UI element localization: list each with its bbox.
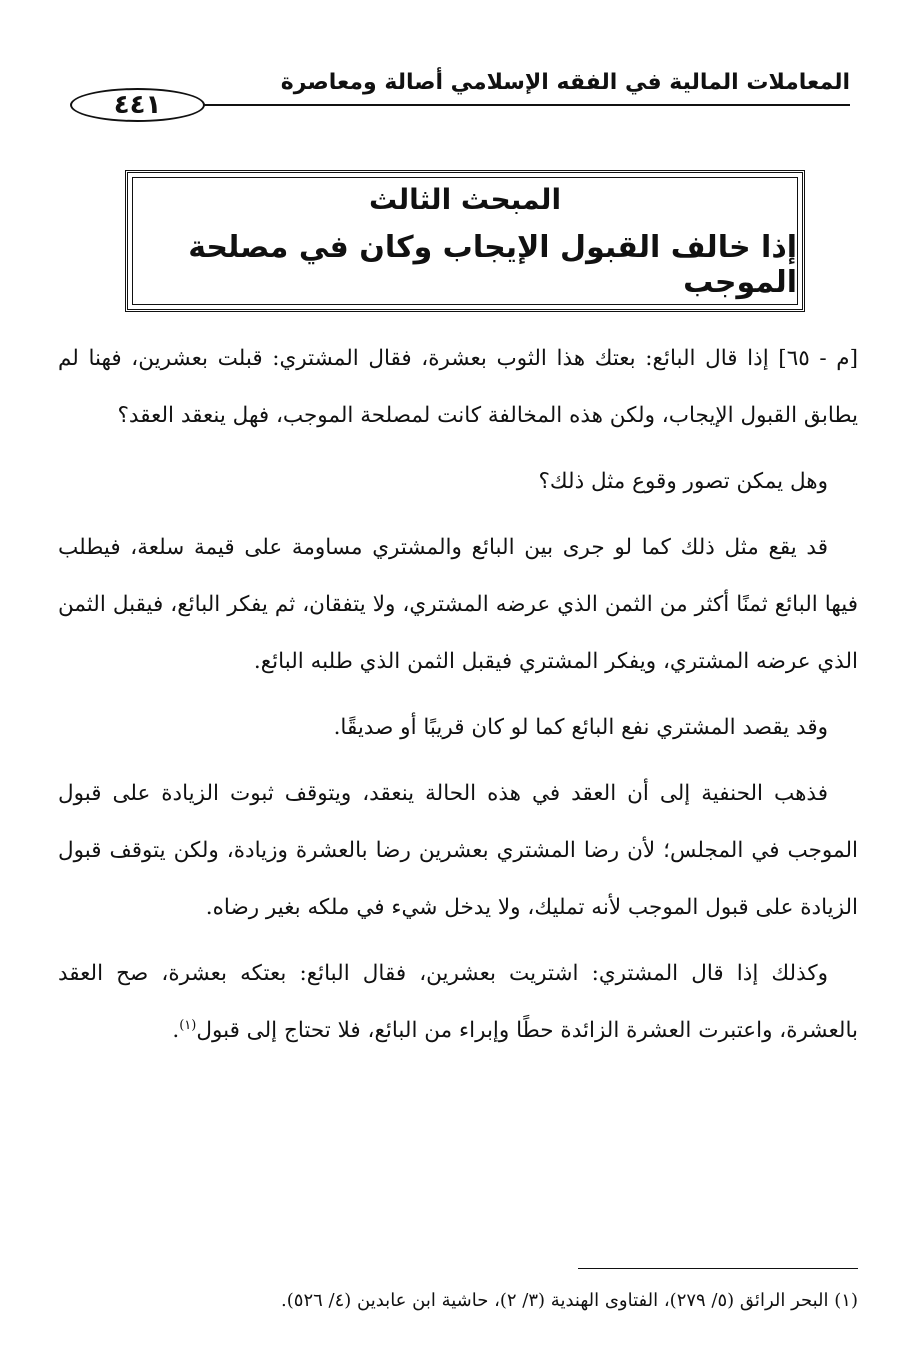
paragraph: وهل يمكن تصور وقوع مثل ذلك؟ [538,469,828,494]
running-title: المعاملات المالية في الفقه الإسلامي أصالة ومعاصرة [280,70,850,95]
paragraph: فذهب الحنفية إلى أن العقد في هذه الحالة ينعقد، ويتوقف ثبوت الزيادة على قبول الموجب في المجلس؛ لأن رضا المشتري بعشرين رضا بالعشرة وزيادة، ولكن يتوقف قبول الزيادة على قبول الموجب لأنه تمليك، ولا يدخل شيء في ملكه بغير رضاه. [58,781,858,920]
paragraph: قد يقع مثل ذلك كما لو جرى بين البائع والمشتري مساومة على قيمة سلعة، فيطلب فيها البائع ثمنًا أكثر من الثمن الذي عرضه المشتري، ولا يتفقان، ثم يفكر البائع، فيقبل الثمن الذي عرضه المشتري، ويفكر المشتري فيقبل الثمن الذي طلبه البائع. [58,535,858,674]
paragraph: وقد يقصد المشتري نفع البائع كما لو كان قريبًا أو صديقًا. [333,715,828,740]
section-title-frame [125,170,805,312]
footnote-marker[interactable]: (١) [179,1017,197,1033]
footnote: (١) البحر الرائق (٥/ ٢٧٩)، الفتاوى الهندية (٣/ ٢)، حاشية ابن عابدين (٤/ ٥٢٦). [281,1290,858,1311]
header-rule-tail [205,104,215,106]
page-number-oval [70,88,205,122]
paragraph [58,945,858,1059]
section-label: المبحث الثالث [368,182,562,216]
section-title-inner-border [132,177,798,305]
body-text [58,330,858,1068]
footnote-rule [578,1268,858,1269]
header-rule [140,104,850,106]
paragraph-end: . [172,1018,180,1043]
page-number: ٤٤١ [113,90,162,120]
paragraph-text: وكذلك إذا قال المشتري: اشتريت بعشرين، فقال البائع: بعتكه بعشرة، صح العقد بالعشرة، واعتبرت العشرة الزائدة حطًا وإبراء من البائع، فلا تحتاج إلى قبول [58,961,858,1043]
section-heading: إذا خالف القبول الإيجاب وكان في مصلحة الموجب [188,229,797,300]
paragraph: [م - ٦٥] إذا قال البائع: بعتك هذا الثوب بعشرة، فقال المشتري: قبلت بعشرين، فهنا لم يطابق القبول الإيجاب، ولكن هذه المخالفة كانت لمصلحة الموجب، فهل ينعقد العقد؟ [58,346,858,428]
